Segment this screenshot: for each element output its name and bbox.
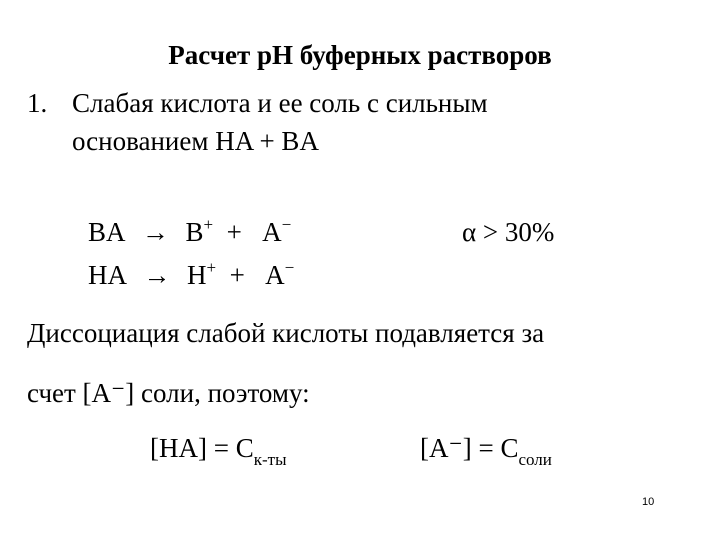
equation-product-2: A — [265, 260, 285, 290]
charge-superscript: − — [281, 215, 292, 234]
page-number: 10 — [642, 496, 655, 508]
charge-superscript: + — [203, 215, 214, 234]
formula-salt-concentration — [420, 433, 552, 469]
equation-product-2: A — [262, 217, 282, 247]
formula-acid-concentration — [150, 433, 287, 469]
formula-lhs: [A⁻] = C — [420, 433, 519, 463]
formula-subscript: к-ты — [253, 450, 287, 469]
charge-superscript: − — [284, 258, 295, 277]
equation-plus: + — [229, 260, 245, 290]
list-item-number: 1. — [27, 88, 48, 118]
charge-superscript: + — [206, 258, 217, 277]
arrow-icon: → — [142, 217, 170, 247]
equation-product-1: H — [187, 260, 207, 290]
formula-lhs: [HA] = C — [150, 433, 254, 463]
equation-lhs: HA — [88, 260, 127, 290]
equation-lhs: BA — [88, 217, 126, 247]
equation-ba-dissociation — [88, 215, 292, 247]
equation-product-1: B — [185, 217, 204, 247]
equation-plus: + — [226, 217, 242, 247]
paragraph-line-2: счет [A⁻] соли, поэтому: — [27, 378, 310, 408]
arrow-icon: → — [143, 260, 171, 290]
equation-ha-dissociation — [88, 258, 295, 290]
formula-subscript: соли — [518, 450, 552, 469]
paragraph-line-1: Диссоциация слабой кислоты подавляется за — [27, 318, 545, 348]
alpha-condition: α > 30% — [462, 217, 555, 247]
slide-title: Расчет pH буферных растворов — [168, 40, 552, 70]
list-item-line-2: основанием HA + BA — [72, 126, 319, 156]
list-item-line-1: Слабая кислота и ее соль с сильным — [72, 88, 488, 118]
